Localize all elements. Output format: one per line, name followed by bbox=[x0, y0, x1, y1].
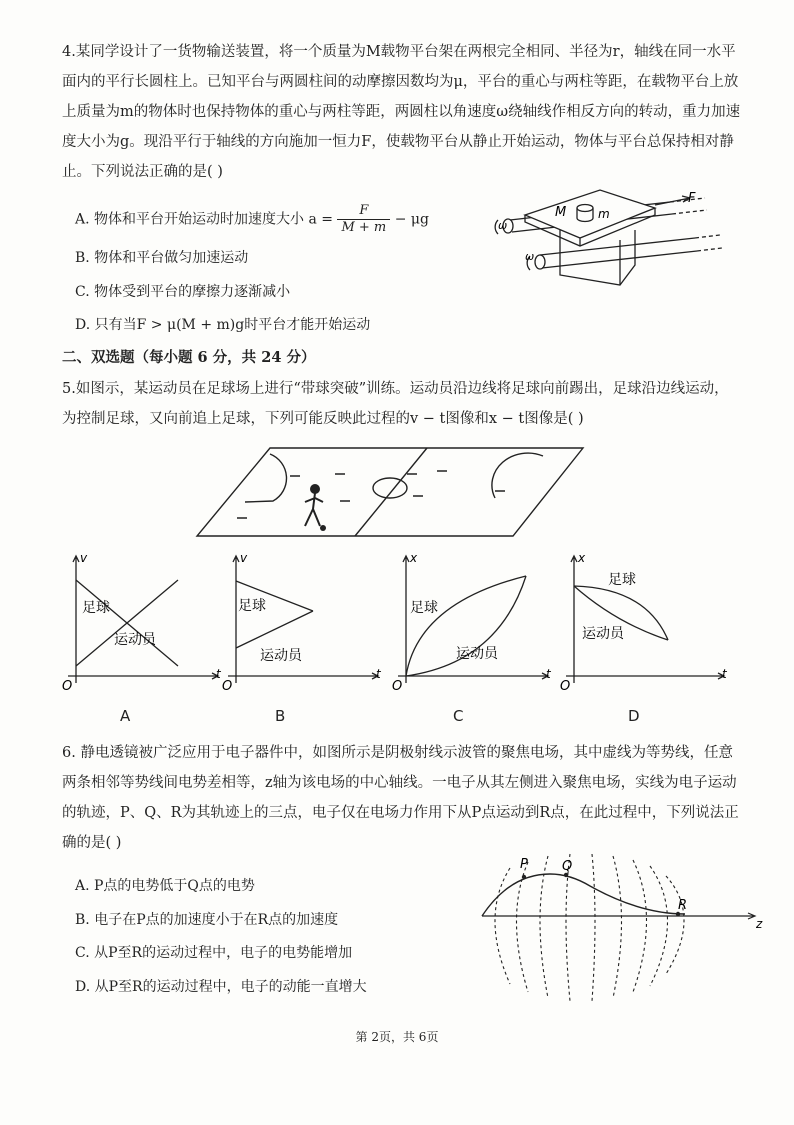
label-m: m bbox=[598, 207, 610, 221]
label-omega-1: ω bbox=[498, 219, 508, 232]
label-R: R bbox=[678, 898, 688, 913]
y-axis-label: v bbox=[80, 551, 88, 565]
fraction bbox=[337, 203, 390, 236]
label-omega-2: ω bbox=[525, 250, 535, 263]
electrostatic-lens-figure bbox=[470, 846, 770, 1006]
player-icon bbox=[305, 485, 323, 526]
curve-label-ball: 足球 bbox=[238, 598, 266, 614]
label-M: M bbox=[555, 205, 567, 220]
y-axis-label: x bbox=[410, 551, 418, 565]
q4-option-a-suffix: − μg bbox=[394, 211, 429, 228]
label-P: P bbox=[520, 857, 528, 872]
curve-label-athlete: 运动员 bbox=[582, 626, 624, 642]
graph-b bbox=[218, 548, 388, 698]
page-footer: 第 2页，共 6页 bbox=[355, 1030, 439, 1044]
graph-d bbox=[556, 548, 736, 698]
curve-label-ball: 足球 bbox=[82, 600, 110, 616]
graph-b-letter: B bbox=[275, 707, 286, 725]
graph-c-letter: C bbox=[453, 707, 464, 725]
q6-stem: 6. 静电透镜被广泛应用于电子器件中，如图所示是阴极射线示波管的聚焦电场，其中虚线为等势线，任意两条相邻等势线间电势差相等，z轴为该电场的中心轴线。一电子从其左侧进入聚焦电场，实线为电子运动的轨迹，P、Q、R为其轨迹上的三点，电子仅在电场力作用下从P点运动到R点，在此过程中，下列说法正确的是( ) bbox=[62, 745, 739, 851]
q4-stem: 4.某同学设计了一货物输送装置，将一个质量为M载物平台架在两根完全相同、半径为r，轴线在同一水平面内的平行长圆柱上。已知平台与两圆柱间的动摩擦因数均为μ，平台的重心与两柱等距，在载物平台上放上质量为m的物体时也保持物体的重心与两柱等距，两圆柱以角速度ω绕轴线作相反方向的转动，重力加速度大小为g。现沿平行于轴线的方向施加一恒力F，使载物平台从静止开始运动，物体与平台总保持相对静止。下列说法正确的是( ) bbox=[62, 44, 741, 180]
curve-label-ball: 足球 bbox=[410, 600, 438, 616]
platform-cylinder-figure bbox=[490, 180, 730, 295]
origin-label: O bbox=[222, 679, 233, 694]
graph-a-letter: A bbox=[120, 707, 131, 725]
curve-label-ball: 足球 bbox=[608, 572, 636, 588]
fraction-numerator: F bbox=[337, 203, 390, 220]
label-z: z bbox=[756, 917, 763, 931]
q6-option-d: D. 从P至R的运动过程中，电子的动能一直增大 bbox=[75, 979, 367, 995]
soccer-field-figure bbox=[195, 446, 590, 538]
ball-icon bbox=[320, 525, 326, 531]
y-axis-label: v bbox=[240, 551, 248, 565]
graph-d-letter: D bbox=[628, 707, 640, 725]
q6-option-b: B. 电子在P点的加速度小于在R点的加速度 bbox=[75, 912, 339, 928]
graph-a bbox=[58, 548, 228, 698]
origin-label: O bbox=[560, 679, 571, 694]
x-axis-label: t bbox=[216, 667, 221, 681]
q4-option-b: B. 物体和平台做匀加速运动 bbox=[75, 250, 249, 266]
curve-label-athlete: 运动员 bbox=[456, 646, 498, 662]
curve-label-athlete: 运动员 bbox=[260, 648, 302, 664]
y-axis-label: x bbox=[578, 551, 586, 565]
q4-option-a-prefix: A. 物体和平台开始运动时加速度大小 a = bbox=[75, 211, 333, 228]
curve-label-athlete: 运动员 bbox=[114, 632, 156, 648]
origin-label: O bbox=[62, 679, 73, 694]
q4-option-a bbox=[75, 203, 429, 236]
label-F: F bbox=[688, 191, 696, 206]
x-axis-label: t bbox=[546, 667, 551, 681]
q4-option-c: C. 物体受到平台的摩擦力逐渐减小 bbox=[75, 284, 291, 300]
q5-stem: 5.如图示，某运动员在足球场上进行“带球突破”训练。运动员沿边线将足球向前踢出，足球沿边线运动，为控制足球，又向前追上足球，下列可能反映此过程的v − t图像和x − t图像是( ) bbox=[62, 381, 729, 427]
fraction-denominator: M + m bbox=[341, 220, 387, 235]
q6-option-c: C. 从P至R的运动过程中，电子的电势能增加 bbox=[75, 945, 353, 961]
section-heading: 二、双选题（每小题 6 分，共 24 分） bbox=[62, 349, 316, 366]
q6-option-a: A. P点的电势低于Q点的电势 bbox=[75, 878, 255, 894]
q4-option-d: D. 只有当F > μ(M + m)g时平台才能开始运动 bbox=[75, 317, 371, 333]
origin-label: O bbox=[392, 679, 403, 694]
graph-c bbox=[388, 548, 558, 698]
x-axis-label: t bbox=[376, 667, 381, 681]
label-Q: Q bbox=[562, 859, 573, 874]
x-axis-label: t bbox=[722, 667, 727, 681]
